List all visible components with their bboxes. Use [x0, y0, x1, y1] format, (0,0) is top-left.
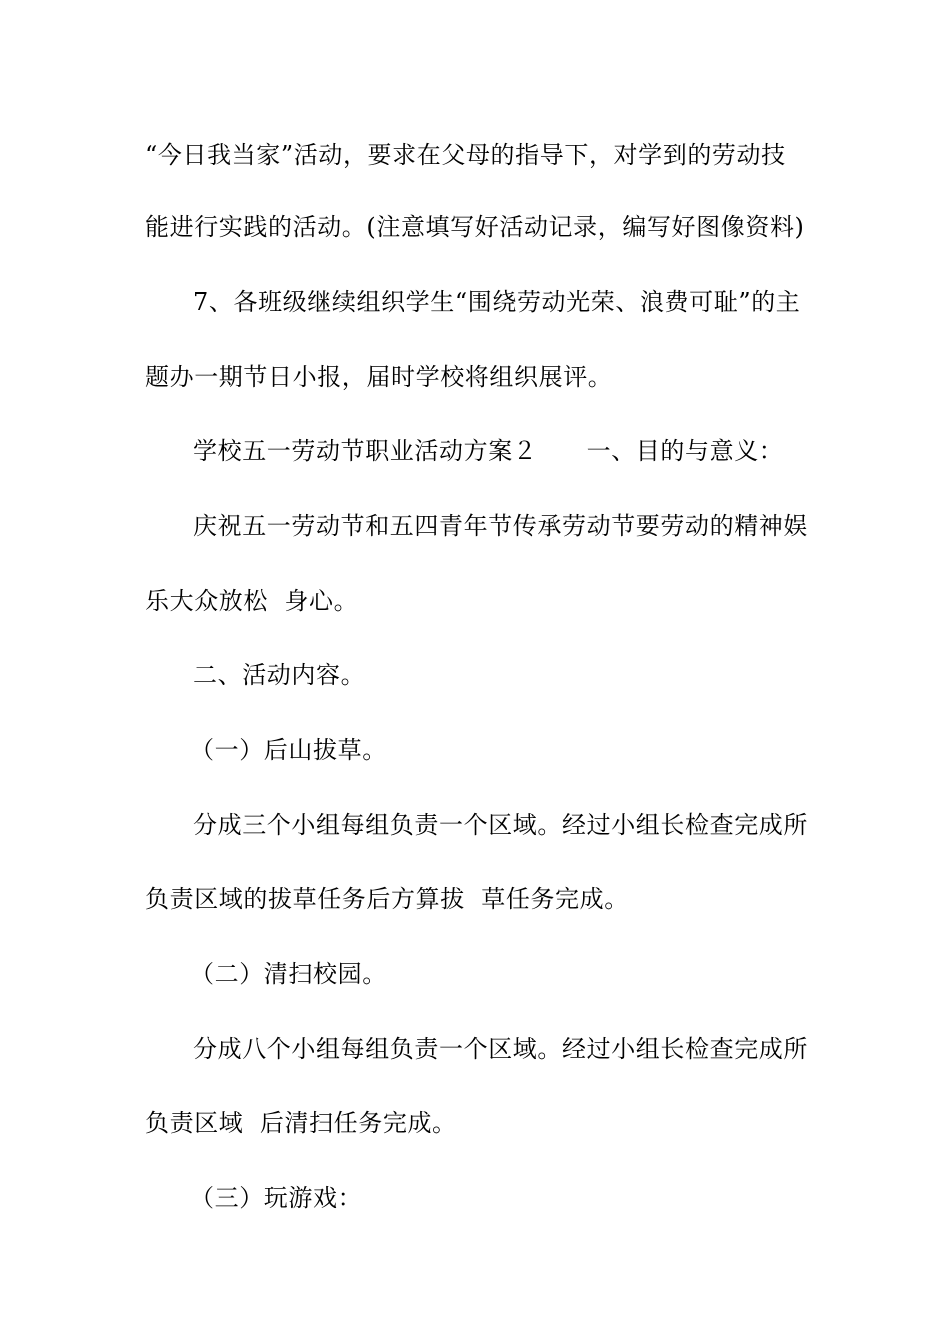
paragraph-line: 负责区域 后清扫任务完成。: [145, 1109, 457, 1137]
paragraph-line: 负责区域的拔草任务后方算拔 草任务完成。: [145, 885, 629, 913]
subsection-heading: （一）后山拔草。: [190, 736, 387, 764]
paragraph-line: 7、各班级继续组织学生“围绕劳动光荣、浪费可耻”的主: [193, 288, 801, 316]
subsection-heading: （三）玩游戏：: [190, 1184, 363, 1212]
paragraph-line: 分成八个小组每组负责一个区域。经过小组长检查完成所: [193, 1035, 808, 1063]
section-heading: 学校五一劳动节职业活动方案２ 一、目的与意义：: [193, 437, 784, 465]
subsection-heading: （二）清扫校园。: [190, 960, 387, 988]
paragraph-line: “今日我当家”活动，要求在父母的指导下，对学到的劳动技: [145, 141, 786, 169]
paragraph-line: 分成三个小组每组负责一个区域。经过小组长检查完成所: [193, 811, 808, 839]
paragraph-line: 能进行实践的活动。(注意填写好活动记录，编写好图像资料): [145, 213, 805, 241]
paragraph-line: 乐大众放松 身心。: [145, 587, 359, 615]
paragraph-line: 题办一期节日小报，届时学校将组织展评。: [145, 363, 613, 391]
section-heading: 二、活动内容。: [193, 661, 366, 689]
paragraph-line: 庆祝五一劳动节和五四青年节传承劳动节要劳动的精神娱: [193, 512, 808, 540]
